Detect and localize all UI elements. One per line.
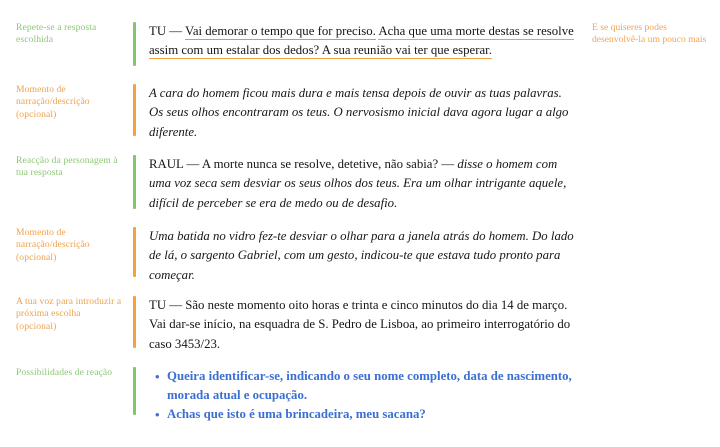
row-label: Possibilidades de reação xyxy=(16,367,113,378)
row-accent-bar-container xyxy=(128,84,140,148)
row-accent-bar xyxy=(133,155,136,209)
text-segment: A cara do homem ficou mais dura e mais tensa depois de ouvir as tuas palavras. Os seus olhos encontraram os teus. O nervosismo inicial dava agora lugar a algo diferente. xyxy=(149,86,569,139)
row-accent-bar-container xyxy=(128,227,140,289)
row-label: A tua voz para introduzir a próxima escolha (opcional) xyxy=(16,296,122,332)
text-segment: TU — São neste momento oito horas e trinta e cinco minutos do dia 14 de março. Vai dar-se início, na esquadra de S. Pedro de Lisboa, ao primeiro interrogatório do caso 3453/23. xyxy=(149,298,571,351)
row-body xyxy=(140,22,584,61)
text-segment: TU — xyxy=(149,24,186,38)
row-accent-bar xyxy=(133,367,136,415)
paragraph xyxy=(149,84,578,142)
script-row xyxy=(0,296,720,360)
row-body xyxy=(140,227,584,285)
row-label: Momento de narração/descrição (opcional) xyxy=(16,227,90,263)
script-row xyxy=(0,227,720,289)
row-accent-bar-container xyxy=(128,296,140,360)
paragraph xyxy=(149,22,578,61)
text-segment: Vai demorar o tempo que for preciso. xyxy=(185,24,376,38)
script-row xyxy=(0,367,720,427)
paragraph xyxy=(149,155,578,213)
row-accent-bar xyxy=(133,84,136,136)
choice-item[interactable]: • Achas que isto é uma brincadeira, meu sacana? xyxy=(167,405,578,424)
margin-note: E se quiseres podes desenvolvê-la um pouco mais xyxy=(592,22,707,46)
script-row xyxy=(0,155,720,221)
paragraph xyxy=(149,296,578,354)
choice-item[interactable]: • Queira identificar-se, indicando o seu nome completo, data de nascimento, morada atual e ocupação. xyxy=(167,367,578,405)
row-body xyxy=(140,296,584,354)
row-body xyxy=(140,84,584,142)
row-accent-bar-container xyxy=(128,155,140,221)
text-segment: Uma batida no vidro fez-te desviar o olhar para a janela atrás do homem. Do lado de lá, o sargento Gabriel, com um gesto, indicou-te que estava tudo pronto para começar. xyxy=(149,229,574,282)
row-label: Momento de narração/descrição (opcional) xyxy=(16,84,90,120)
choice-list xyxy=(149,367,578,425)
text-segment: Acha que uma morte destas se resolve assim com um estalar dos dedos? A sua reunião vai ter que esperar. xyxy=(149,24,574,58)
paragraph xyxy=(149,227,578,285)
row-body xyxy=(140,155,584,213)
row-accent-bar-container xyxy=(128,22,140,78)
row-accent-bar xyxy=(133,22,136,66)
row-body xyxy=(140,367,584,425)
row-label: Reacção da personagem à tua resposta xyxy=(16,155,118,179)
text-segment: RAUL — A morte nunca se resolve, detetive, não sabia? — xyxy=(149,157,458,171)
row-accent-bar-container xyxy=(128,367,140,427)
row-label: Repete-se a resposta escolhida xyxy=(16,22,97,46)
script-row xyxy=(0,22,720,78)
row-accent-bar xyxy=(133,227,136,277)
script-row xyxy=(0,84,720,148)
row-accent-bar xyxy=(133,296,136,348)
text-segment: disse o homem com uma voz seca sem desviar os seus olhos dos teus. Era um olhar intrigante aquele, difícil de perceber se era de medo ou de desafio. xyxy=(149,157,567,210)
